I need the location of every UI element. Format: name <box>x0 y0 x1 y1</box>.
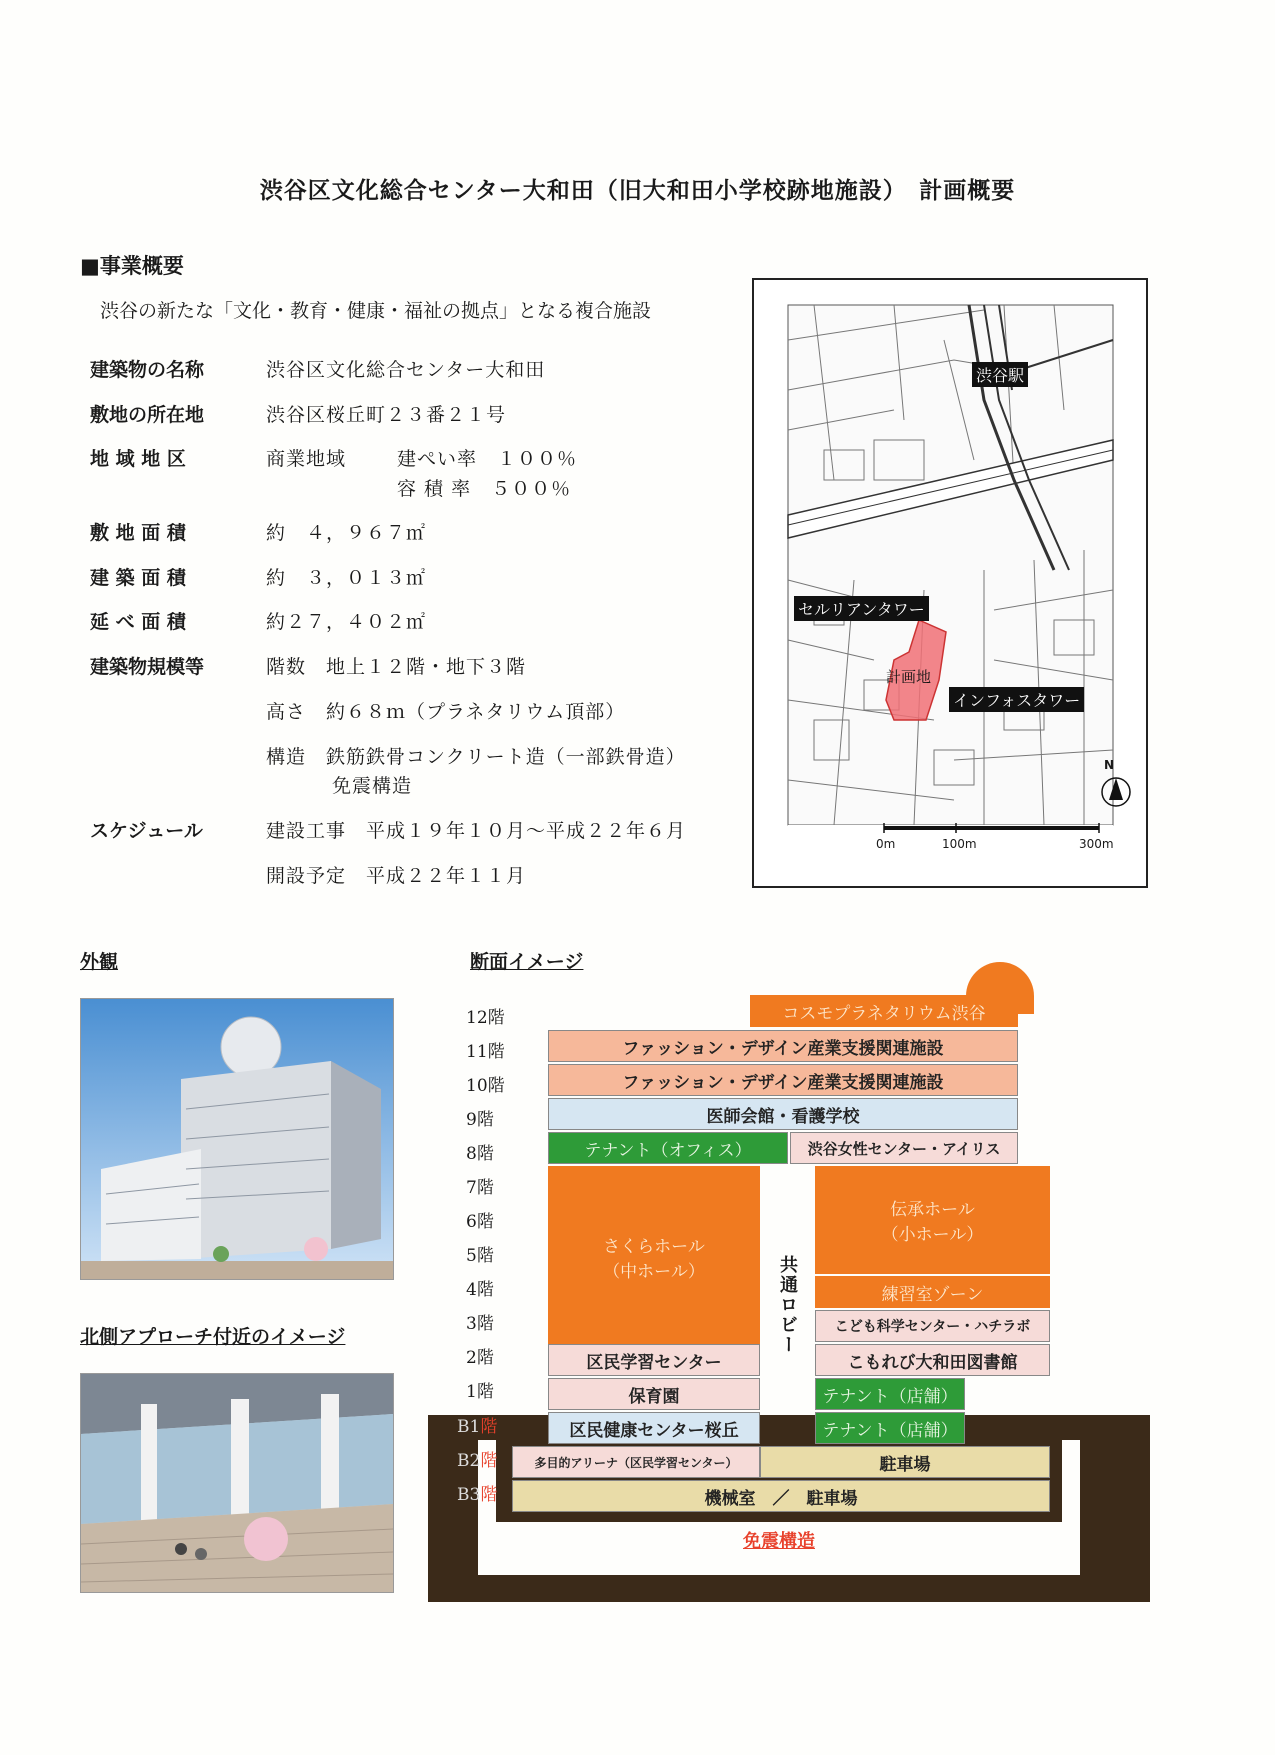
value-building-area: 約 ３，０１３㎡ <box>266 567 427 589</box>
sakura-hall-name: さくらホール <box>603 1237 705 1257</box>
north-arrow-icon: N <box>1104 758 1115 772</box>
block-tenant-office: テナント（オフィス） <box>548 1132 788 1164</box>
value-structure: 構造 鉄筋鉄骨コンクリート造（一部鉄骨造） <box>266 746 686 768</box>
floor-label: 8階 <box>466 1144 494 1164</box>
value-seismic: 免震構造 <box>332 775 413 797</box>
value-floor-area-ratio: 容 積 率 ５００％ <box>397 478 572 500</box>
exterior-caption: 外観 <box>80 951 119 973</box>
block-women-center: 渋谷女性センター・アイリス <box>790 1132 1018 1164</box>
exterior-rendering-image <box>80 998 394 1280</box>
label-building-area: 建 築 面 積 <box>90 567 186 589</box>
value-zoning: 商業地域 <box>266 448 347 470</box>
label-total-floor-area: 延 べ 面 積 <box>90 611 186 633</box>
block-tenant-shop-b1: テナント（店舗） <box>815 1412 965 1444</box>
seismic-isolation-label: 免震構造 <box>496 1522 1062 1558</box>
value-construction: 建設工事 平成１９年１０月～平成２２年６月 <box>266 820 687 842</box>
denshou-hall-sub: （小ホール） <box>881 1225 984 1245</box>
label-building-scale: 建築物規模等 <box>90 656 205 678</box>
floor-label: 6階 <box>466 1212 494 1232</box>
value-building-name: 渋谷区文化総合センター大和田 <box>266 359 546 381</box>
block-multipurpose-arena: 多目的アリーナ（区民学習センター） <box>512 1446 760 1478</box>
block-denshou-hall <box>815 1166 1050 1274</box>
map-label-site: 計画地 <box>886 668 932 686</box>
value-site-area: 約 ４，９６７㎡ <box>266 522 427 544</box>
block-tenant-shop-1f: テナント（店舗） <box>815 1378 965 1410</box>
label-site-area: 敷 地 面 積 <box>90 522 186 544</box>
floor-label: 7階 <box>466 1178 494 1198</box>
block-nursery: 保育園 <box>548 1378 760 1410</box>
floor-label: 1階 <box>466 1382 494 1402</box>
north-approach-image <box>80 1373 394 1593</box>
map-label-station: 渋谷駅 <box>972 362 1028 387</box>
site-map <box>752 278 1148 888</box>
block-fashion-11f: ファッション・デザイン産業支援関連施設 <box>548 1030 1018 1062</box>
label-site-address: 敷地の所在地 <box>90 404 205 426</box>
value-total-floor-area: 約２７，４０２㎡ <box>266 611 427 633</box>
floor-label: 10階 <box>466 1076 505 1096</box>
floor-label: 2階 <box>466 1348 494 1368</box>
north-approach-caption: 北側アプローチ付近のイメージ <box>80 1326 346 1348</box>
map-label-cerulean-tower: セルリアンタワー <box>794 596 929 621</box>
label-building-name: 建築物の名称 <box>90 359 205 381</box>
denshou-hall-name: 伝承ホール <box>890 1200 975 1220</box>
floor-label: 9階 <box>466 1110 494 1130</box>
block-machine-parking: 機械室 ／ 駐車場 <box>512 1480 1050 1512</box>
block-kids-science-center: こども科学センター・ハチラボ <box>815 1310 1050 1342</box>
sakura-hall-sub: （中ホール） <box>603 1262 705 1282</box>
floor-label: 11階 <box>466 1042 505 1062</box>
block-planetarium: コスモプラネタリウム渋谷 <box>750 995 1018 1027</box>
basement-floor-label: B2階 <box>457 1451 498 1471</box>
map-label-infos-tower: インフォスタワー <box>949 687 1084 712</box>
value-site-address: 渋谷区桜丘町２３番２１号 <box>266 404 507 426</box>
block-health-center: 区民健康センター桜丘 <box>548 1412 760 1444</box>
block-sakura-hall <box>548 1166 760 1348</box>
block-learning-center: 区民学習センター <box>548 1344 760 1376</box>
project-lead: 渋谷の新たな「文化・教育・健康・福祉の拠点」となる複合施設 <box>100 300 652 322</box>
map-scale-0: 0m <box>876 837 896 851</box>
block-medical-nursing: 医師会館・看護学校 <box>548 1098 1018 1130</box>
block-practice-rooms: 練習室ゾーン <box>815 1276 1050 1308</box>
value-coverage-ratio: 建ぺい率 １００％ <box>397 448 578 470</box>
common-lobby-label: 共通ロビー <box>777 1255 798 1355</box>
floor-label: 4階 <box>466 1280 494 1300</box>
page-title: 渋谷区文化総合センター大和田（旧大和田小学校跡地施設） 計画概要 <box>259 178 1016 204</box>
section-overview-heading: ■事業概要 <box>80 254 184 278</box>
value-height: 高さ 約６８ｍ（プラネタリウム頂部） <box>266 701 626 723</box>
floor-label: 5階 <box>466 1246 494 1266</box>
map-scale-100: 100m <box>942 837 977 851</box>
section-image-caption: 断面イメージ <box>470 951 584 973</box>
block-library: こもれび大和田図書館 <box>815 1344 1050 1376</box>
label-schedule: スケジュール <box>90 820 203 842</box>
value-floors: 階数 地上１２階・地下３階 <box>266 656 527 678</box>
label-zoning: 地 域 地 区 <box>90 448 186 470</box>
map-drawing <box>754 280 1146 886</box>
floor-label: 12階 <box>466 1008 505 1028</box>
map-scale-300: 300m <box>1079 837 1114 851</box>
block-fashion-10f: ファッション・デザイン産業支援関連施設 <box>548 1064 1018 1096</box>
basement-floor-label: B1階 <box>457 1417 498 1437</box>
basement-floor-label: B3階 <box>457 1485 498 1505</box>
value-opening: 開設予定 平成２２年１１月 <box>266 865 527 887</box>
block-parking-b2: 駐車場 <box>760 1446 1050 1478</box>
floor-label: 3階 <box>466 1314 494 1334</box>
